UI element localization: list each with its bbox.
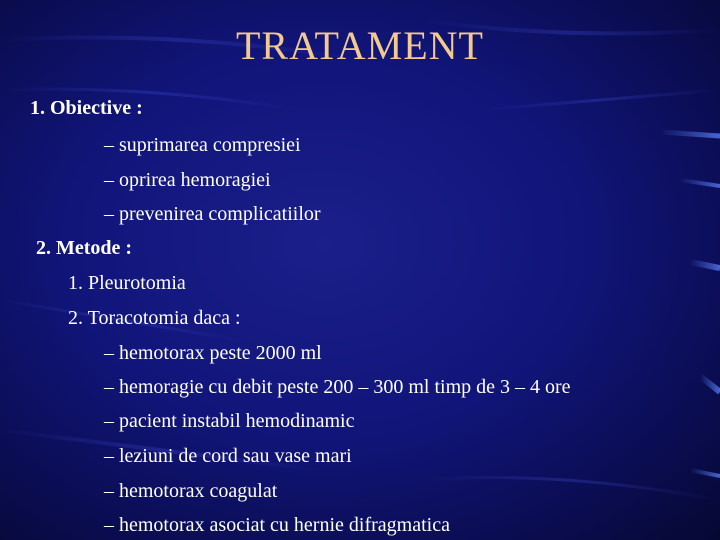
method-item: 1. Pleurotomia [68,272,186,294]
indication-item: – hemoragie cu debit peste 200 – 300 ml timp de 3 – 4 ore [104,376,571,398]
indication-item: – hemotorax coagulat [104,480,278,502]
indication-item: – pacient instabil hemodinamic [104,410,355,432]
objective-item: – suprimarea compresiei [104,134,301,156]
indication-item: – hemotorax peste 2000 ml [104,342,322,364]
objective-item: – prevenirea complicatiilor [104,203,321,225]
section-heading-objectives: 1. Obiective : [30,97,143,119]
method-item: 2. Toracotomia daca : [68,307,241,329]
indication-item: – leziuni de cord sau vase mari [104,445,352,467]
indication-item: – hemotorax asociat cu hernie difragmatica [104,514,450,536]
slide-title: TRATAMENT [235,23,484,68]
section-heading-methods: 2. Metode : [36,237,133,259]
objective-item: – oprirea hemoragiei [104,169,271,191]
